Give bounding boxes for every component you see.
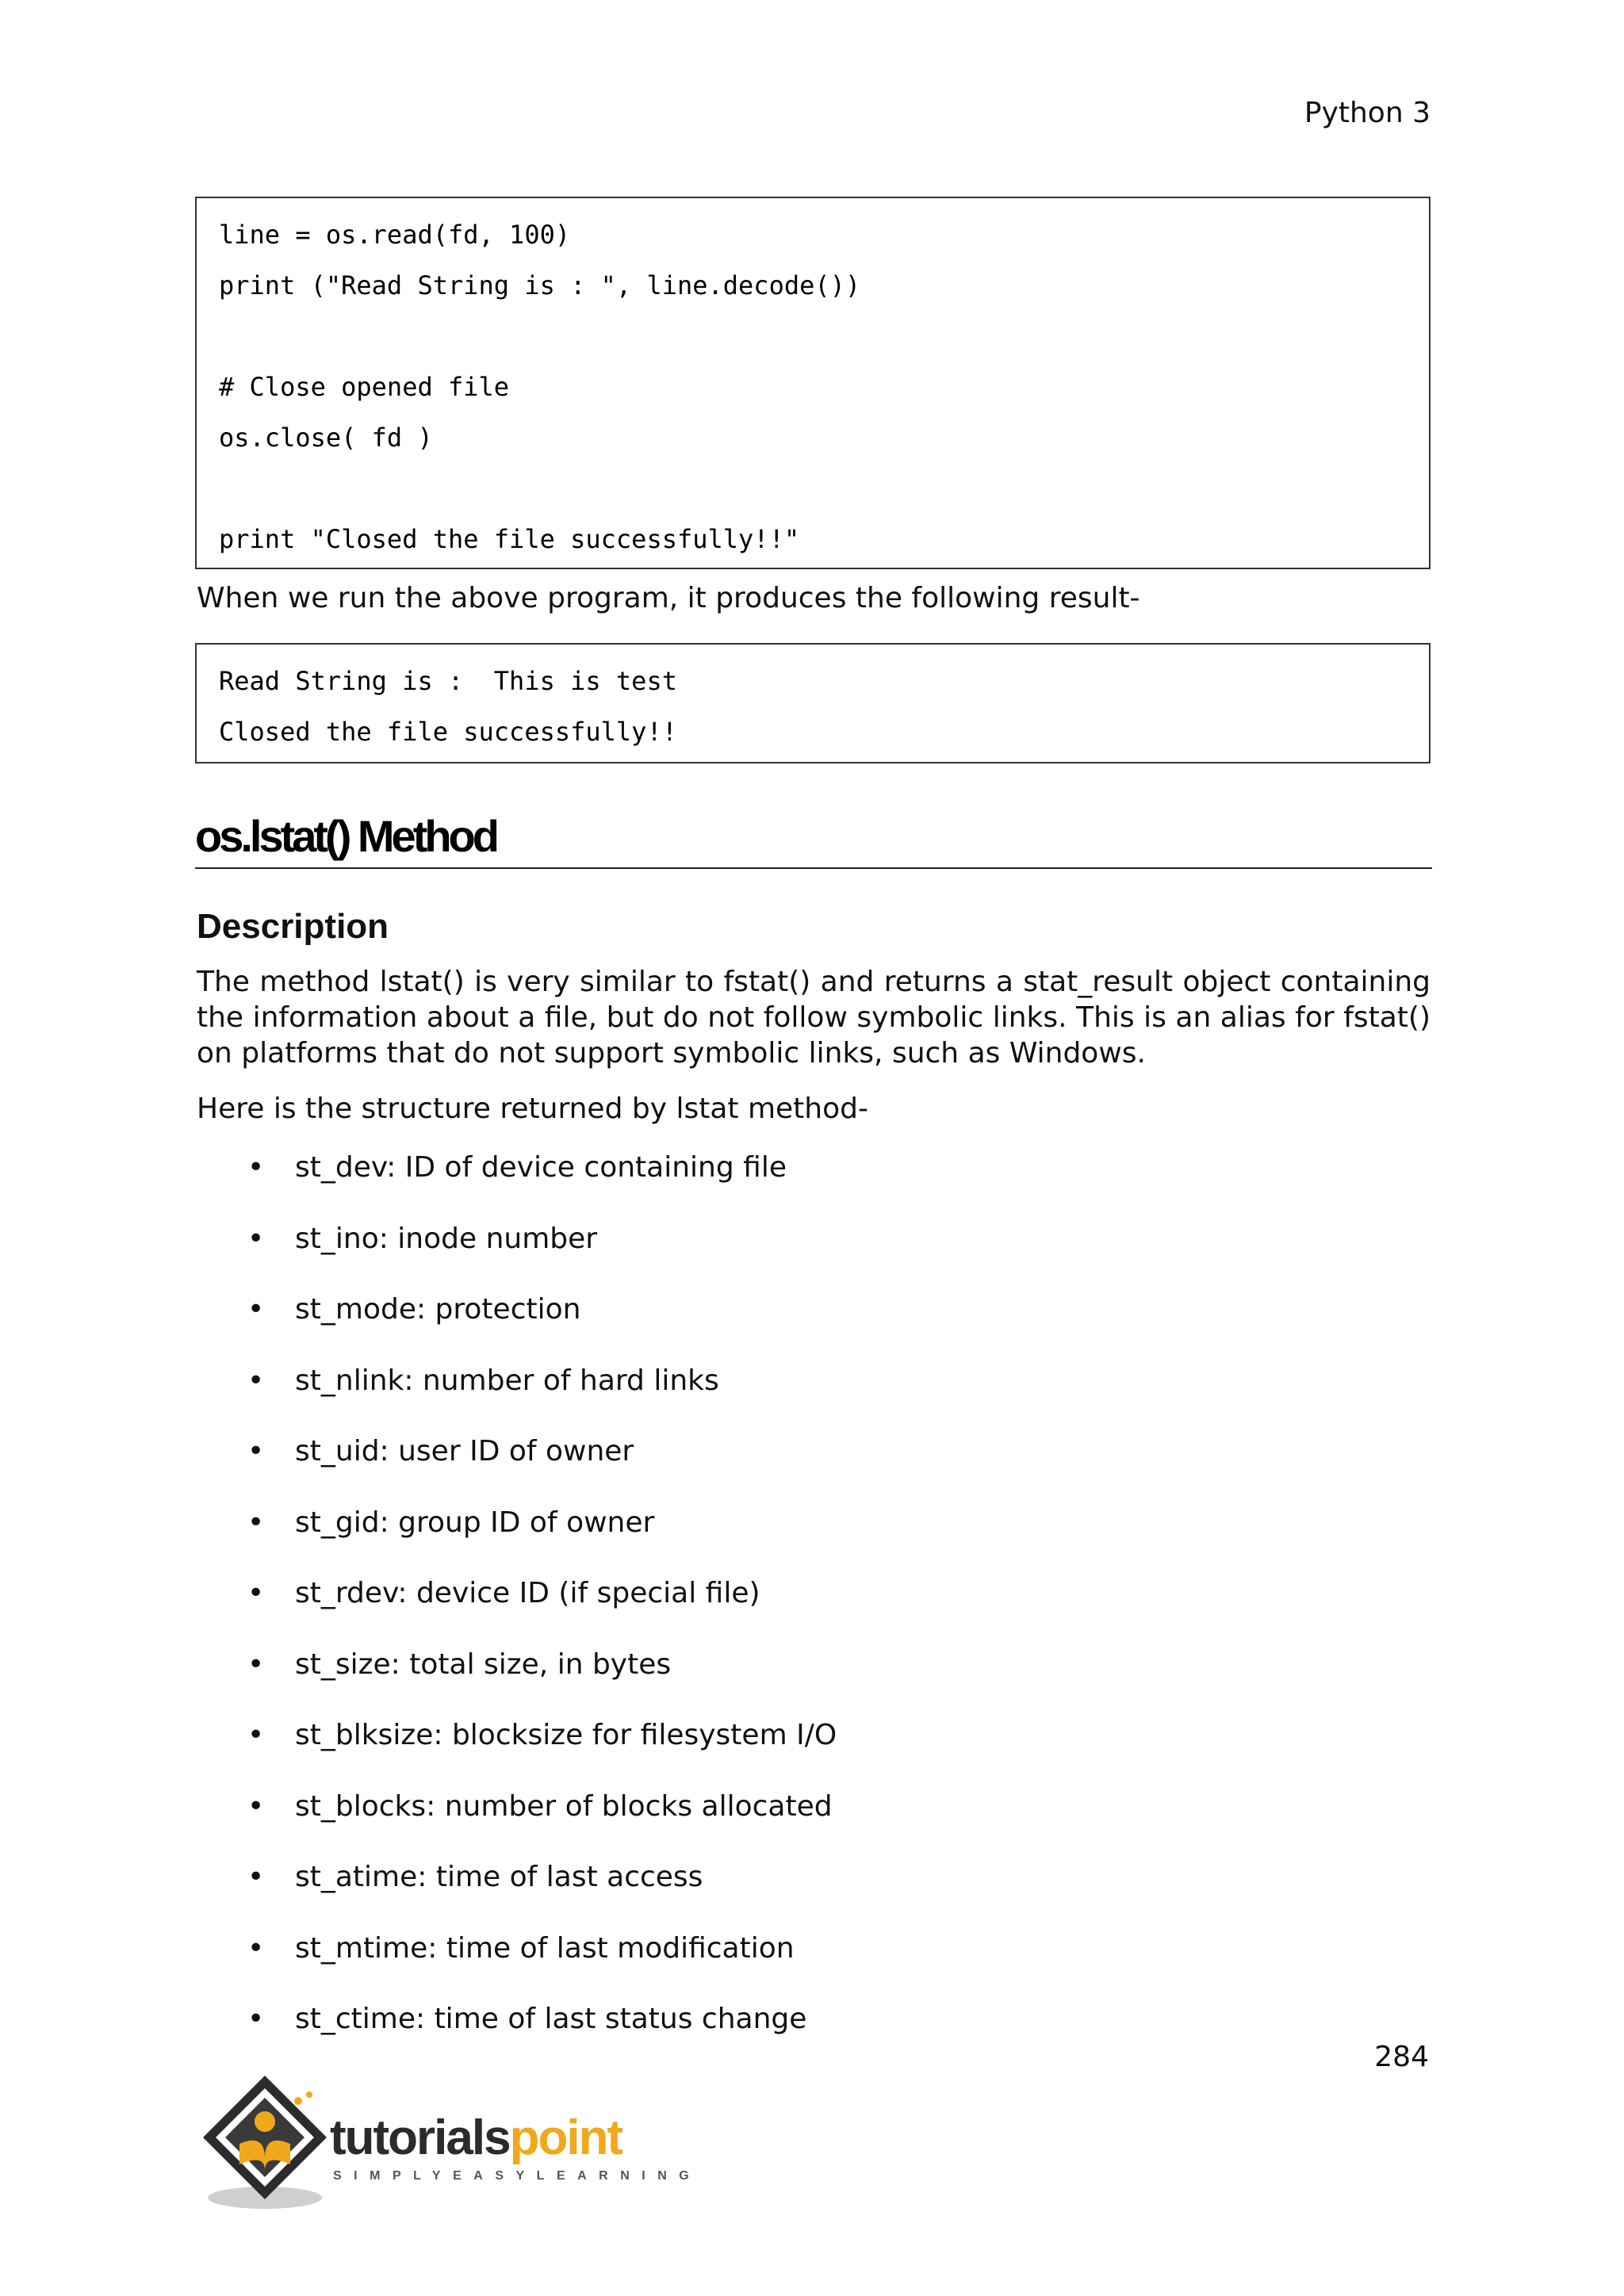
output-line: Read String is : This is test <box>219 666 677 696</box>
list-item <box>197 1290 837 1361</box>
bullet-icon: • <box>247 1577 265 1609</box>
running-header: Python 3 <box>1304 97 1431 129</box>
bullet-icon: • <box>247 1719 265 1751</box>
code-block-program <box>195 197 1431 569</box>
logo-text-tutorials: tutorials <box>330 2110 510 2165</box>
list-item <box>197 1361 837 1433</box>
bullet-icon: • <box>247 1364 265 1397</box>
code-line: print ("Read String is : ", line.decode()) <box>219 270 861 300</box>
logo-text-point: point <box>509 2110 622 2165</box>
list-item-text: st_rdev: device ID (if special file) <box>295 1577 760 1609</box>
list-item-text: st_atime: time of last access <box>295 1861 703 1893</box>
code-line <box>219 463 1407 514</box>
list-item <box>197 1574 837 1645</box>
list-item <box>197 1787 837 1858</box>
bullet-icon: • <box>247 1293 265 1326</box>
list-item-text: st_size: total size, in bytes <box>295 1647 672 1681</box>
section-title: os.lstat() Method <box>195 809 1432 869</box>
list-item <box>197 1432 837 1503</box>
list-item-text: st_dev: ID of device containing file <box>295 1151 787 1184</box>
code-line: print "Closed the file successfully!!" <box>219 524 800 554</box>
list-item <box>197 1219 837 1291</box>
output-line: Closed the file successfully!! <box>219 717 677 747</box>
list-item-text: st_uid: user ID of owner <box>295 1435 634 1468</box>
bullet-icon: • <box>247 1861 265 1893</box>
list-item-text: st_gid: group ID of owner <box>295 1506 655 1539</box>
page-number: 284 <box>1374 2041 1429 2073</box>
code-line: os.close( fd ) <box>219 423 433 453</box>
list-item-text: st_ino: inode number <box>295 1222 598 1255</box>
list-item <box>197 1858 837 1929</box>
list-item <box>197 1503 837 1575</box>
list-item-text: st_ctime: time of last status change <box>295 2003 807 2035</box>
list-item-text: st_blksize: blocksize for filesystem I/O <box>295 1719 837 1751</box>
list-item-text: st_blocks: number of blocks allocated <box>295 1789 833 1823</box>
code-block-output <box>195 643 1431 763</box>
logo-emblem-icon <box>193 2071 336 2214</box>
list-item <box>197 1645 837 1716</box>
logo-wordmark <box>330 2110 622 2165</box>
code-line: # Close opened file <box>219 372 510 402</box>
result-intro-text: When we run the above program, it produces the following result- <box>197 582 1140 614</box>
stat-fields-list <box>197 1148 837 2071</box>
list-item <box>197 1999 837 2071</box>
code-line: line = os.read(fd, 100) <box>219 220 571 250</box>
description-heading: Description <box>197 907 389 946</box>
list-item <box>197 1148 837 1219</box>
structure-intro-paragraph: Here is the structure returned by lstat method- <box>197 1093 868 1125</box>
list-item-text: st_mode: protection <box>295 1293 581 1326</box>
bullet-icon: • <box>247 1435 265 1468</box>
bullet-icon: • <box>247 1647 265 1681</box>
logo-tagline: SIMPLYEASYLEARNING <box>333 2169 702 2183</box>
bullet-icon: • <box>247 2003 265 2035</box>
bullet-icon: • <box>247 1789 265 1823</box>
list-item <box>197 1929 837 2000</box>
bullet-icon: • <box>247 1222 265 1255</box>
description-paragraph: The method lstat() is very similar to fstat() and returns a stat_result object containing the information about a file, but do not follow symbolic links. This is an alias for fstat() on platforms that do not support symbolic links, such as Windows. <box>197 966 1431 1070</box>
list-item-text: st_nlink: number of hard links <box>295 1364 719 1397</box>
code-line <box>219 311 1407 362</box>
tutorialspoint-logo <box>193 2071 702 2214</box>
bullet-icon: • <box>247 1506 265 1539</box>
list-item <box>197 1716 837 1787</box>
bullet-icon: • <box>247 1931 265 1965</box>
list-item-text: st_mtime: time of last modification <box>295 1931 795 1965</box>
bullet-icon: • <box>247 1151 265 1184</box>
